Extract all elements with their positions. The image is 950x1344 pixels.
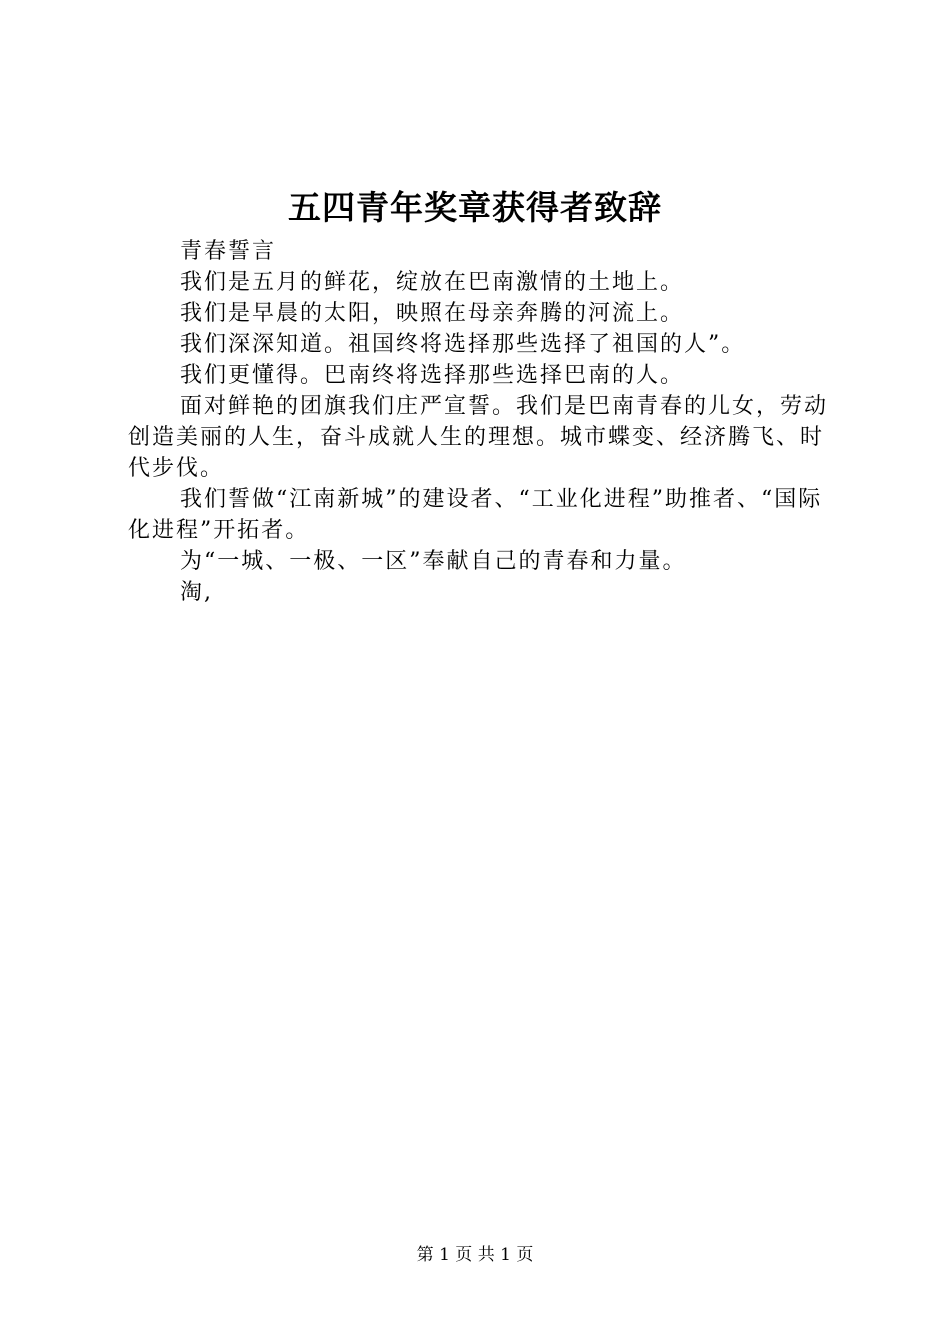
paragraph: 我们誓做“江南新城”的建设者、“工业化进程”助推者、“国际化进程”开拓者。 [128, 487, 823, 543]
paragraph: 我们深深知道。祖国终将选择那些选择了祖国的人”。 [180, 332, 746, 357]
document-body [128, 236, 840, 608]
paragraph: 我们是五月的鲜花，绽放在巴南激情的土地上。 [180, 270, 685, 295]
paragraph-heading: 青春誓言 [180, 239, 277, 264]
paragraph: 淘, [180, 580, 213, 605]
page-number-footer: 第 1 页 共 1 页 [416, 1245, 534, 1265]
paragraph: 我们更懂得。巴南终将选择那些选择巴南的人。 [180, 363, 685, 388]
paragraph: 为“一城、一极、一区”奉献自己的青春和力量。 [180, 549, 687, 574]
paragraph: 我们是早晨的太阳，映照在母亲奔腾的河流上。 [180, 301, 685, 326]
paragraph: 面对鲜艳的团旗我们庄严宣誓。我们是巴南青春的儿女，劳动创造美丽的人生，奋斗成就人生的理想。城市蝶变、经济腾飞、时代步伐。 [128, 394, 829, 481]
document-title: 五四青年奖章获得者致辞 [288, 188, 662, 227]
